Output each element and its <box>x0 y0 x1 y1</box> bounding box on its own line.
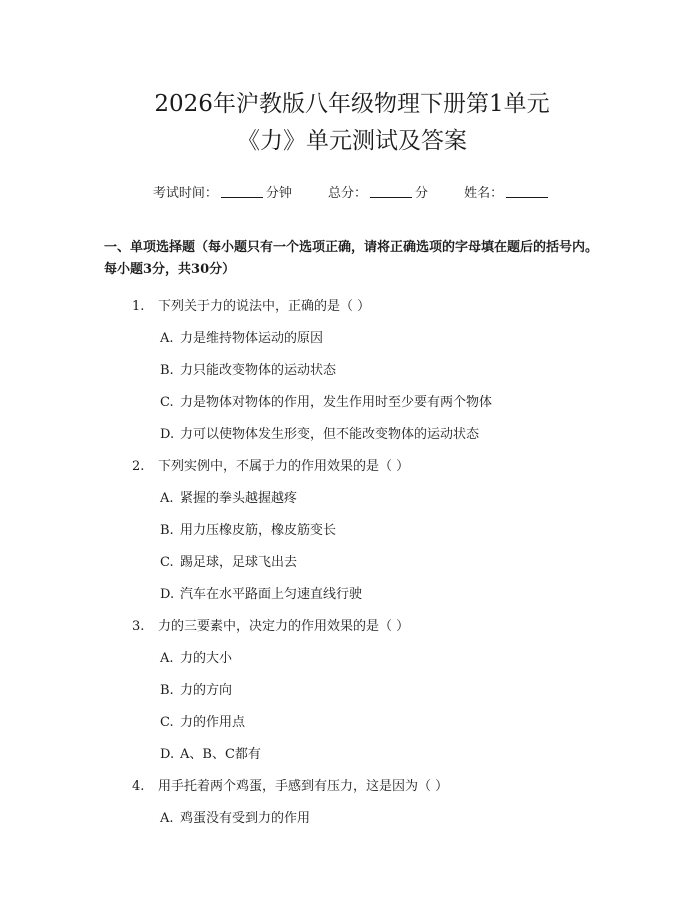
option-text: 力的作用点 <box>180 715 246 730</box>
option-3d <box>104 739 600 771</box>
title-line-2: 《力》单元测试及答案 <box>237 128 467 154</box>
option-1d <box>104 419 600 451</box>
option-text: 紧握的拳头越握越疼 <box>180 491 298 506</box>
section-spacer <box>104 281 600 291</box>
question-text: 下列实例中，不属于力的作用效果的是（ ） <box>158 459 410 474</box>
option-letter: C. <box>160 395 174 410</box>
question-number: 1. <box>132 299 145 314</box>
option-letter: D. <box>160 587 175 602</box>
option-text: 力只能改变物体的运动状态 <box>180 363 337 378</box>
question-1 <box>104 291 600 323</box>
name-label: 姓名： <box>464 186 504 201</box>
option-2d <box>104 579 600 611</box>
option-3c <box>104 707 600 739</box>
option-letter: D. <box>160 747 175 762</box>
option-3b <box>104 675 600 707</box>
option-letter: A. <box>160 651 174 666</box>
question-text: 力的三要素中，决定力的作用效果的是（ ） <box>158 619 410 634</box>
option-letter: B. <box>160 363 174 378</box>
option-text: 踢足球，足球飞出去 <box>180 555 298 570</box>
name-blank <box>506 185 548 198</box>
exam-time-blank <box>221 185 263 198</box>
option-2a <box>104 483 600 515</box>
exam-time-unit: 分钟 <box>265 186 292 201</box>
option-text: 力是维持物体运动的原因 <box>180 331 324 346</box>
option-text: 力的方向 <box>180 683 233 698</box>
section-heading: 一、单项选择题（每小题只有一个选项正确，请将正确选项的字母填在题后的括号内。每小题3分，共30分） <box>104 240 599 277</box>
total-score-field <box>328 182 428 201</box>
option-1a <box>104 323 600 355</box>
question-text: 下列关于力的说法中，正确的是（ ） <box>158 299 371 314</box>
option-letter: C. <box>160 555 174 570</box>
exam-meta <box>104 182 600 202</box>
option-3a <box>104 643 600 675</box>
option-text: 力的大小 <box>180 651 233 666</box>
option-text: 鸡蛋没有受到力的作用 <box>180 811 311 826</box>
question-3 <box>104 611 600 643</box>
option-2b <box>104 515 600 547</box>
name-field <box>464 182 551 201</box>
option-letter: D. <box>160 427 175 442</box>
option-text: 力可以使物体发生形变，但不能改变物体的运动状态 <box>180 427 480 442</box>
option-letter: B. <box>160 683 174 698</box>
option-letter: A. <box>160 491 174 506</box>
question-number: 4. <box>132 779 145 794</box>
option-text: 力是物体对物体的作用，发生作用时至少要有两个物体 <box>180 395 493 410</box>
option-1c <box>104 387 600 419</box>
option-text: A、B、C都有 <box>180 747 261 762</box>
title-line-1: 2026年沪教版八年级物理下册第1单元 <box>154 91 550 117</box>
option-letter: A. <box>160 331 174 346</box>
option-text: 汽车在水平路面上匀速直线行驶 <box>180 587 363 602</box>
option-4a <box>104 803 600 835</box>
question-4 <box>104 771 600 803</box>
exam-time-field <box>153 182 292 201</box>
total-score-unit: 分 <box>415 186 429 201</box>
exam-time-label: 考试时间： <box>152 186 218 201</box>
total-score-blank <box>370 185 412 198</box>
question-text: 用手托着两个鸡蛋，手感到有压力，这是因为（ ） <box>158 779 449 794</box>
question-number: 2. <box>132 459 145 474</box>
option-2c <box>104 547 600 579</box>
option-letter: A. <box>160 811 174 826</box>
option-text: 用力压橡皮筋，橡皮筋变长 <box>180 523 337 538</box>
question-2 <box>104 451 600 483</box>
option-letter: C. <box>160 715 174 730</box>
option-letter: B. <box>160 523 174 538</box>
question-number: 3. <box>132 619 145 634</box>
document-title <box>104 0 600 160</box>
total-score-label: 总分： <box>327 186 367 201</box>
option-1b <box>104 355 600 387</box>
